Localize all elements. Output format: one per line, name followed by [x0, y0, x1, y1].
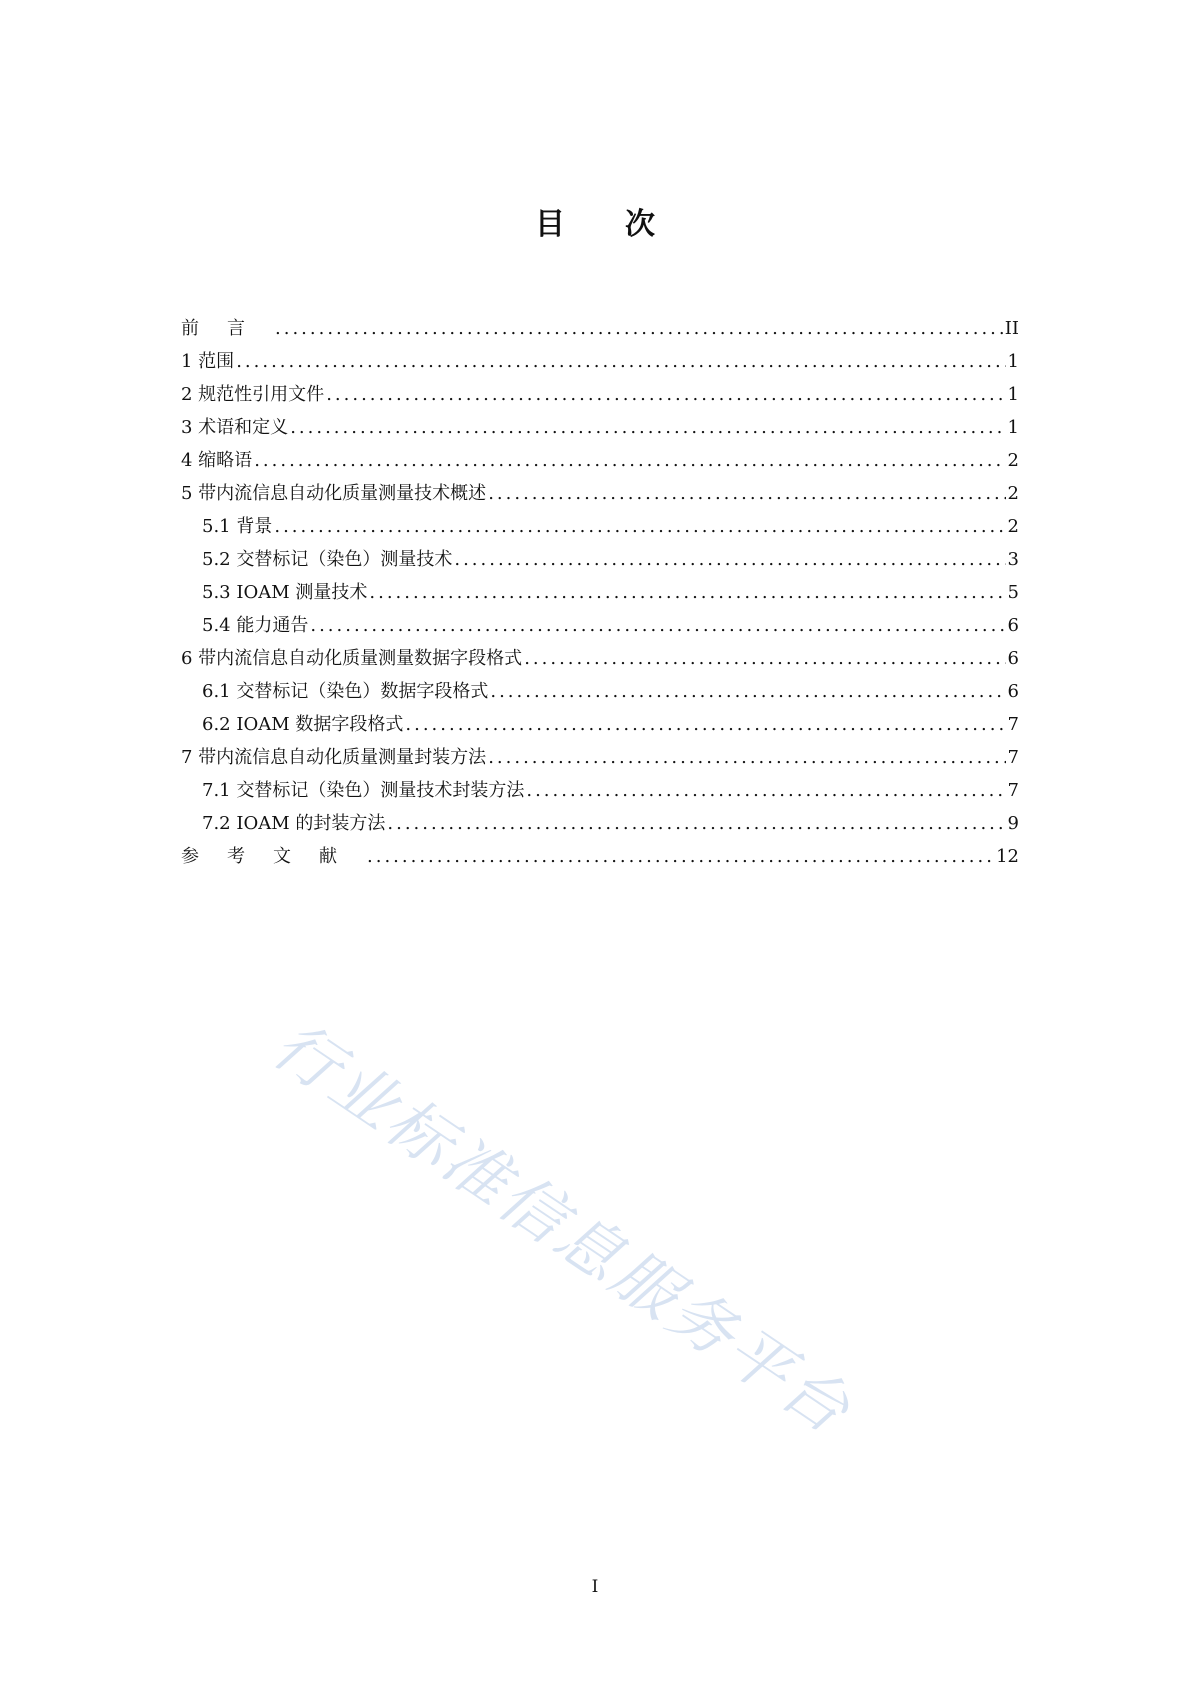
toc-dot-leader	[488, 741, 1005, 774]
page-title: 目次	[535, 207, 715, 242]
toc-entry-page: 1	[1007, 417, 1019, 438]
toc-dot-leader	[490, 675, 1005, 708]
toc-entry-label: 前言	[181, 318, 273, 339]
toc-entry-section-5-2[interactable]	[181, 543, 1019, 576]
toc-dot-leader	[524, 642, 1005, 675]
toc-entry-label: 5.2 交替标记（染色）测量技术	[202, 549, 453, 570]
toc-entry-section-7-2[interactable]	[181, 807, 1019, 840]
toc-entry-page: 9	[1007, 813, 1019, 834]
toc-dot-leader	[526, 774, 1005, 807]
toc-entry-page: 7	[1007, 747, 1019, 768]
toc-dot-leader	[275, 312, 1003, 345]
toc-entry-scope[interactable]	[181, 345, 1019, 378]
toc-entry-bibliography[interactable]	[181, 840, 1019, 873]
toc-entry-label: 7.1 交替标记（染色）测量技术封装方法	[202, 780, 525, 801]
toc-entry-page: 3	[1007, 549, 1019, 570]
toc-dot-leader	[369, 576, 1005, 609]
toc-entry-label: 6.2 IOAM 数据字段格式	[202, 714, 404, 735]
toc-entry-label: 7 带内流信息自动化质量测量封装方法	[181, 747, 487, 768]
toc-entry-label: 参考文献	[181, 846, 365, 867]
toc-entry-page: 6	[1007, 681, 1019, 702]
toc-dot-leader	[310, 609, 1005, 642]
toc-entry-label: 4 缩略语	[181, 450, 253, 471]
toc-entry-abbreviations[interactable]	[181, 444, 1019, 477]
table-of-contents	[181, 312, 1019, 873]
toc-dot-leader	[254, 444, 1005, 477]
toc-entry-label: 5.1 背景	[202, 516, 273, 537]
toc-entry-page: 12	[996, 846, 1019, 867]
toc-entry-section-6-2[interactable]	[181, 708, 1019, 741]
toc-entry-terms-definitions[interactable]	[181, 411, 1019, 444]
toc-entry-label: 5.4 能力通告	[202, 615, 309, 636]
toc-entry-section-5[interactable]	[181, 477, 1019, 510]
toc-dot-leader	[454, 543, 1005, 576]
toc-dot-leader	[326, 378, 1005, 411]
toc-entry-label: 5.3 IOAM 测量技术	[202, 582, 368, 603]
toc-entry-label: 6 带内流信息自动化质量测量数据字段格式	[181, 648, 523, 669]
toc-entry-section-7[interactable]	[181, 741, 1019, 774]
toc-entry-page: 2	[1007, 483, 1019, 504]
toc-entry-label: 6.1 交替标记（染色）数据字段格式	[202, 681, 489, 702]
toc-dot-leader	[367, 840, 994, 873]
toc-dot-leader	[488, 477, 1005, 510]
toc-entry-section-6-1[interactable]	[181, 675, 1019, 708]
toc-entry-page: 6	[1007, 648, 1019, 669]
toc-entry-page: 2	[1007, 516, 1019, 537]
toc-entry-page: 7	[1007, 714, 1019, 735]
toc-entry-label: 5 带内流信息自动化质量测量技术概述	[181, 483, 487, 504]
toc-entry-label: 1 范围	[181, 351, 235, 372]
toc-entry-normative-references[interactable]	[181, 378, 1019, 411]
toc-entry-page: II	[1004, 318, 1019, 339]
toc-entry-page: 5	[1007, 582, 1019, 603]
toc-entry-page: 1	[1007, 384, 1019, 405]
toc-entry-page: 7	[1007, 780, 1019, 801]
toc-entry-section-5-3[interactable]	[181, 576, 1019, 609]
toc-dot-leader	[274, 510, 1005, 543]
toc-entry-foreword[interactable]	[181, 312, 1019, 345]
page-number: I	[591, 1577, 599, 1597]
toc-entry-section-5-1[interactable]	[181, 510, 1019, 543]
toc-entry-page: 6	[1007, 615, 1019, 636]
toc-entry-section-6[interactable]	[181, 642, 1019, 675]
toc-entry-page: 2	[1007, 450, 1019, 471]
toc-dot-leader	[387, 807, 1005, 840]
toc-dot-leader	[290, 411, 1005, 444]
toc-entry-page: 1	[1007, 351, 1019, 372]
toc-dot-leader	[236, 345, 1005, 378]
toc-entry-label: 7.2 IOAM 的封装方法	[202, 813, 386, 834]
toc-entry-label: 3 术语和定义	[181, 417, 289, 438]
toc-dot-leader	[405, 708, 1005, 741]
toc-entry-section-5-4[interactable]	[181, 609, 1019, 642]
toc-entry-label: 2 规范性引用文件	[181, 384, 325, 405]
toc-entry-section-7-1[interactable]	[181, 774, 1019, 807]
watermark: 行业标准信息服务平台	[259, 1008, 865, 1450]
